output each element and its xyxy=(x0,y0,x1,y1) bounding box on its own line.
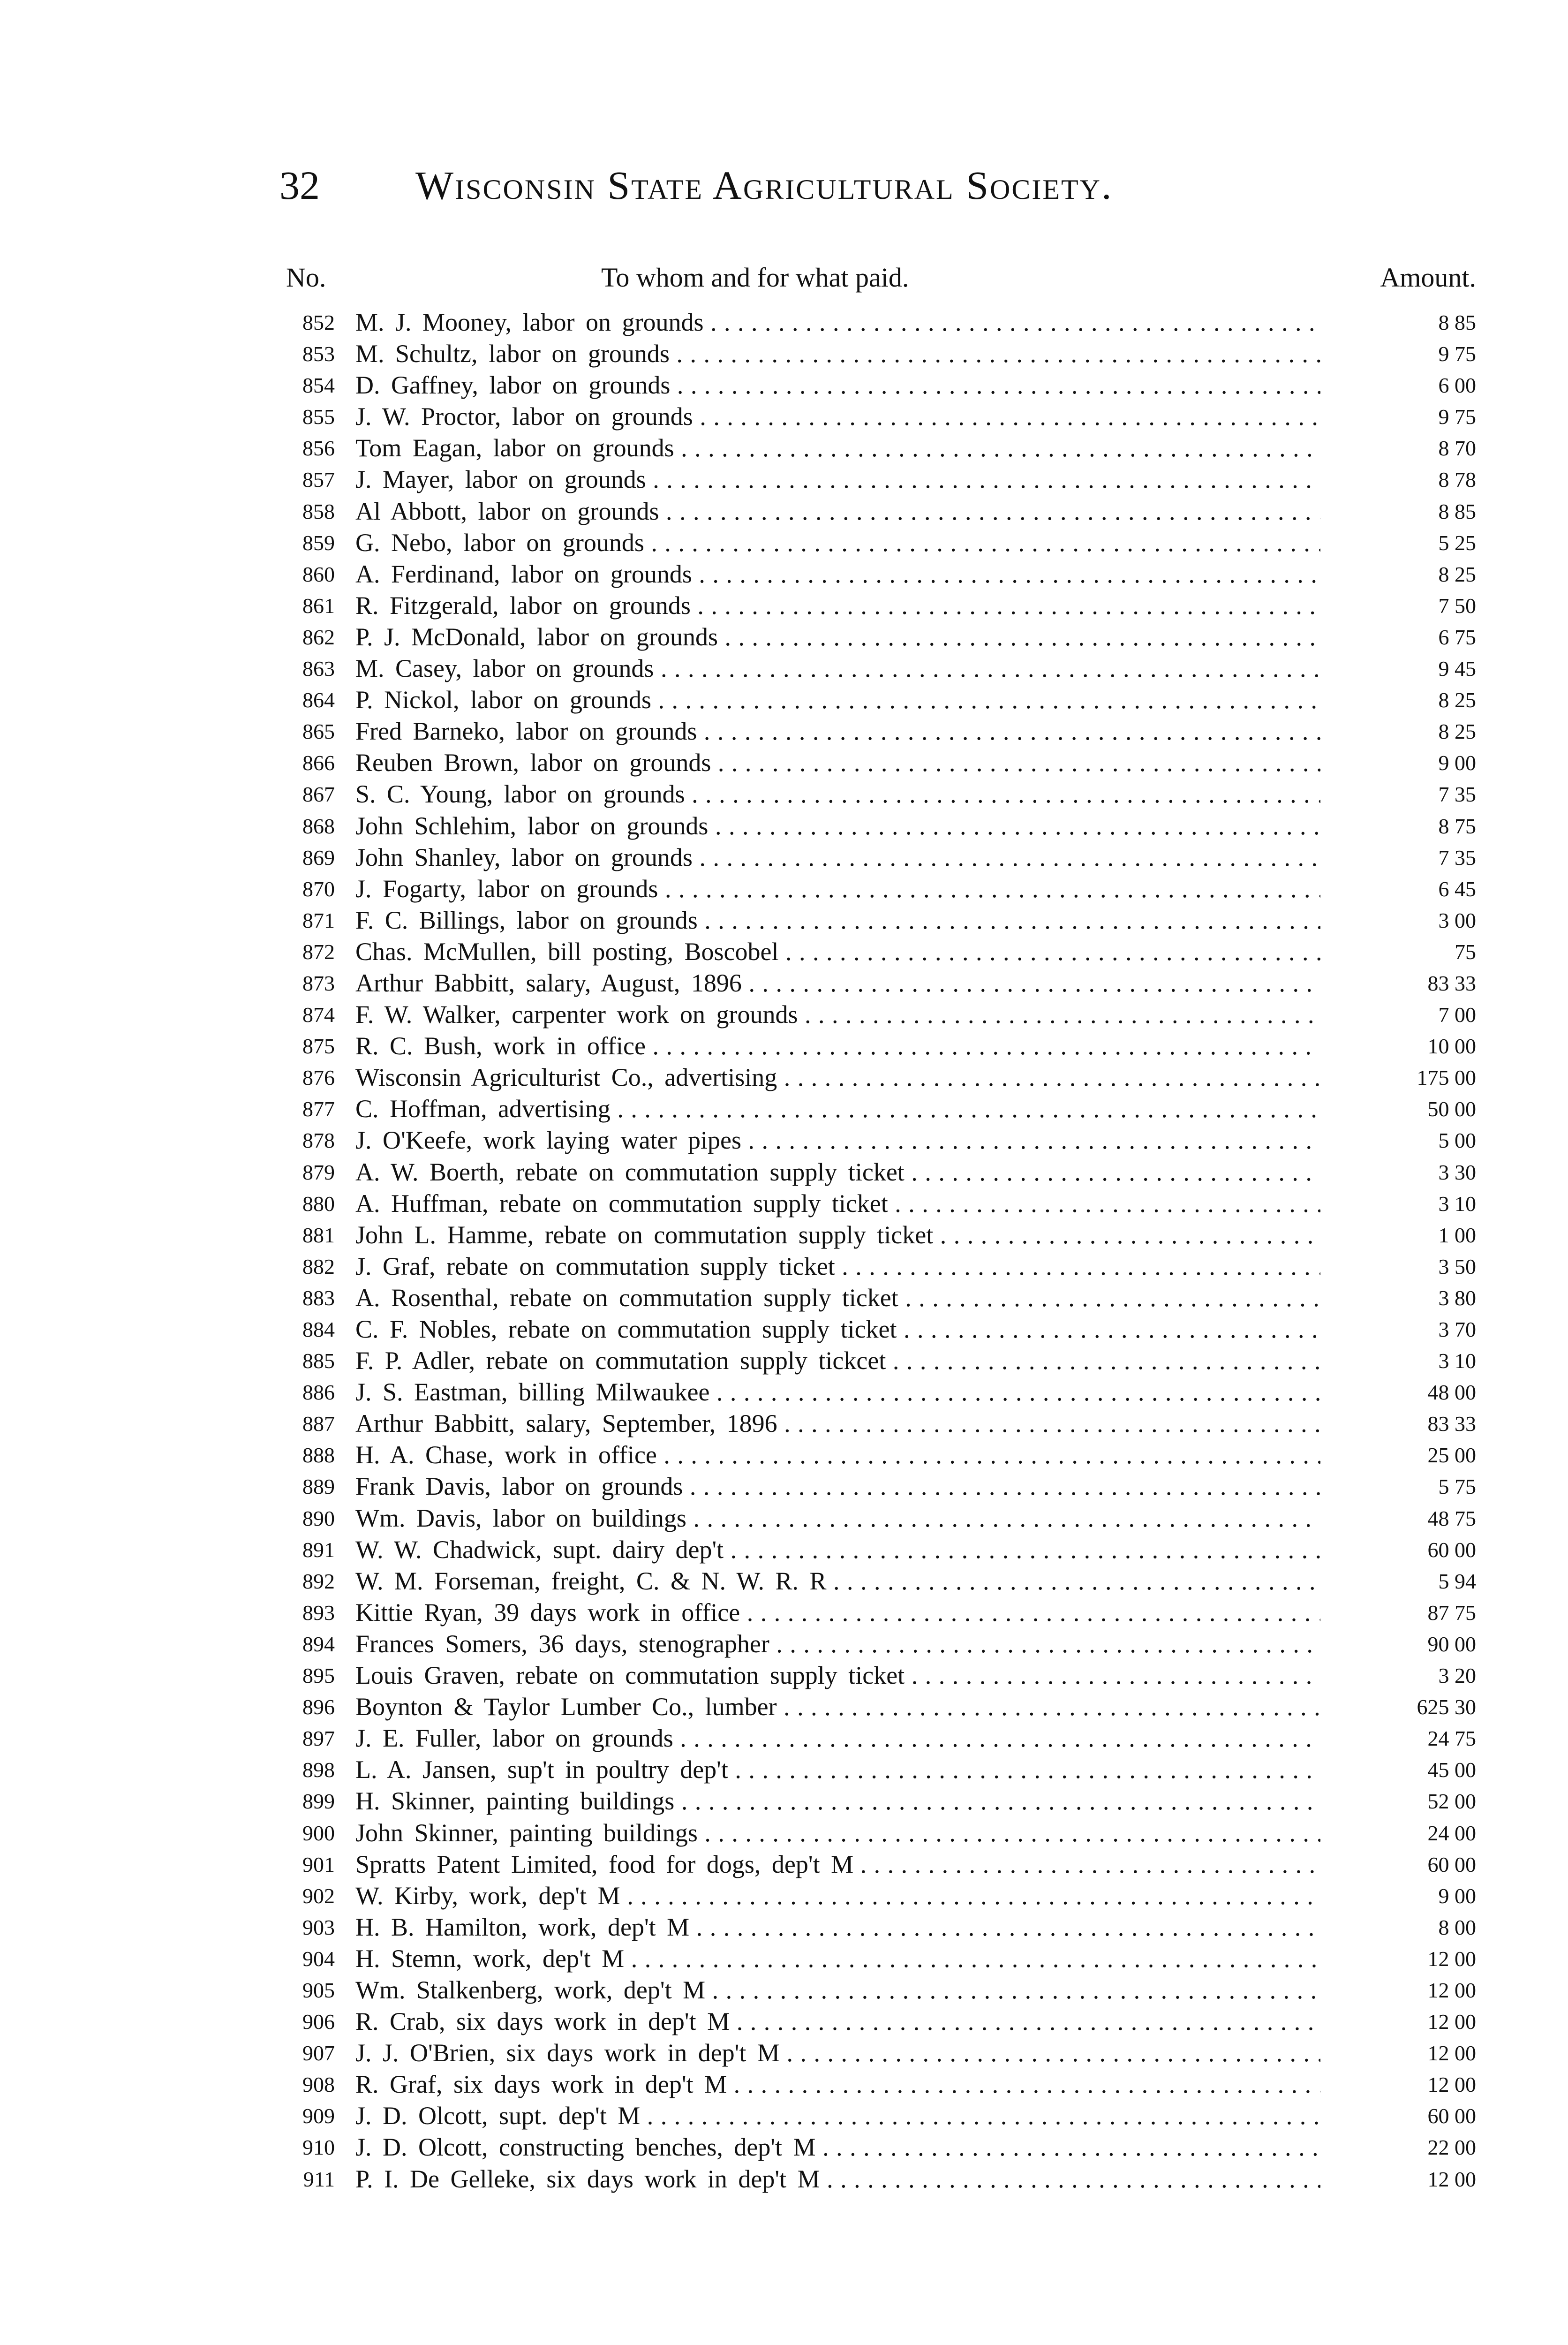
ledger-row xyxy=(279,1314,1476,1345)
ledger-row xyxy=(279,338,1476,370)
entry-amount: 625 30 xyxy=(1417,1695,1476,1719)
entry-description: P. J. McDonald, labor on grounds . . . xyxy=(355,621,1320,653)
entry-description: Boynton & Taylor Lumber Co., lumber . . . xyxy=(355,1691,1320,1723)
entry-description: Arthur Babbitt, salary, August, 1896 . . . xyxy=(355,968,1320,999)
entry-description: P. I. De Gelleke, six days work in dep't M . . . xyxy=(355,2163,1320,2195)
ledger-row xyxy=(279,2069,1476,2100)
entry-number: 882 xyxy=(302,1254,335,1278)
entry-description: Wm. Stalkenberg, work, dep't M . . . xyxy=(355,1974,1320,2006)
entry-amount: 9 75 xyxy=(1438,342,1476,366)
entry-description: Kittie Ryan, 39 days work in office . . . xyxy=(355,1597,1320,1628)
entry-amount: 12 00 xyxy=(1427,2010,1476,2034)
entry-description: W. W. Chadwick, supt. dairy dep't . . . xyxy=(355,1534,1320,1566)
entry-description: H. Stemn, work, dep't M . . . xyxy=(355,1943,1320,1974)
entry-amount: 60 00 xyxy=(1427,2104,1476,2128)
ledger-row xyxy=(279,968,1476,999)
ledger-row xyxy=(279,1345,1476,1377)
entry-number: 880 xyxy=(302,1191,335,1216)
entry-number: 910 xyxy=(302,2135,335,2160)
ledger-row xyxy=(279,1785,1476,1817)
entry-amount: 7 35 xyxy=(1438,782,1476,807)
entry-description: W. Kirby, work, dep't M . . . xyxy=(355,1880,1320,1912)
entry-amount: 3 00 xyxy=(1438,908,1476,932)
ledger-row xyxy=(279,1754,1476,1785)
entry-description: J. D. Olcott, constructing benches, dep't M . . . xyxy=(355,2132,1320,2163)
entry-amount: 60 00 xyxy=(1427,1537,1476,1562)
entry-number: 863 xyxy=(302,657,335,681)
entry-number: 896 xyxy=(302,1695,335,1719)
entry-description: Reuben Brown, labor on grounds . . . xyxy=(355,747,1320,779)
ledger-row xyxy=(279,1439,1476,1471)
entry-amount: 12 00 xyxy=(1427,2041,1476,2065)
ledger-row xyxy=(279,1093,1476,1125)
entry-number: 902 xyxy=(302,1884,335,1908)
entry-description: J. Mayer, labor on grounds . . . xyxy=(355,464,1320,495)
entry-number: 877 xyxy=(302,1097,335,1121)
ledger-row xyxy=(279,779,1476,810)
entry-amount: 45 00 xyxy=(1427,1758,1476,1782)
entry-number: 869 xyxy=(302,845,335,870)
entry-amount: 12 00 xyxy=(1427,1978,1476,2002)
entry-number: 890 xyxy=(302,1506,335,1530)
entry-number: 879 xyxy=(302,1160,335,1184)
entry-amount: 5 00 xyxy=(1438,1128,1476,1153)
entry-amount: 3 30 xyxy=(1438,1160,1476,1184)
entry-description: John L. Hamme, rebate on commutation supply ticket . . . xyxy=(355,1219,1320,1251)
entry-number: 864 xyxy=(302,688,335,712)
entry-number: 883 xyxy=(302,1286,335,1310)
entry-description: Al Abbott, labor on grounds . . . xyxy=(355,496,1320,527)
entry-description: John Shanley, labor on grounds . . . xyxy=(355,842,1320,873)
entry-amount: 175 00 xyxy=(1417,1066,1476,1090)
entry-number: 897 xyxy=(302,1726,335,1751)
ledger-row xyxy=(279,527,1476,559)
entry-description: H. A. Chase, work in office . . . xyxy=(355,1439,1320,1471)
ledger-row xyxy=(279,716,1476,747)
entry-description: R. C. Bush, work in office . . . xyxy=(355,1030,1320,1062)
entry-number: 871 xyxy=(302,908,335,932)
entry-description: F. P. Adler, rebate on commutation supply tickcet . . . xyxy=(355,1345,1320,1377)
entry-description: J. D. Olcott, supt. dep't M . . . xyxy=(355,2100,1320,2132)
entry-number: 911 xyxy=(303,2167,335,2191)
entry-number: 865 xyxy=(302,719,335,744)
entry-number: 885 xyxy=(302,1349,335,1373)
entry-amount: 5 75 xyxy=(1438,1475,1476,1499)
entry-description: Frances Somers, 36 days, stenographer . . . xyxy=(355,1628,1320,1660)
entry-description: John Skinner, painting buildings . . . xyxy=(355,1817,1320,1849)
entry-description: Arthur Babbitt, salary, September, 1896 . . . xyxy=(355,1408,1320,1439)
ledger-row xyxy=(279,936,1476,968)
ledger-row xyxy=(279,1566,1476,1597)
entry-amount: 48 00 xyxy=(1427,1380,1476,1405)
entry-number: 872 xyxy=(302,939,335,964)
entry-amount: 12 00 xyxy=(1427,2073,1476,2097)
entry-amount: 9 45 xyxy=(1438,657,1476,681)
ledger-table xyxy=(279,307,1476,2195)
entry-number: 899 xyxy=(302,1789,335,1814)
entry-number: 873 xyxy=(302,971,335,995)
ledger-row xyxy=(279,1219,1476,1251)
entry-number: 853 xyxy=(302,342,335,366)
ledger-row xyxy=(279,1691,1476,1723)
entry-description: Tom Eagan, labor on grounds . . . xyxy=(355,432,1320,464)
ledger-row xyxy=(279,1408,1476,1439)
ledger-row xyxy=(279,2132,1476,2163)
entry-number: 855 xyxy=(302,405,335,429)
entry-amount: 83 33 xyxy=(1427,971,1476,995)
entry-amount: 1 00 xyxy=(1438,1223,1476,1247)
entry-number: 860 xyxy=(302,562,335,586)
entry-number: 891 xyxy=(302,1537,335,1562)
entry-amount: 3 20 xyxy=(1438,1664,1476,1688)
entry-number: 893 xyxy=(302,1600,335,1625)
entry-amount: 24 00 xyxy=(1427,1821,1476,1845)
entry-number: 866 xyxy=(302,751,335,775)
running-title: Wisconsin State Agricultural Society. xyxy=(415,163,1113,208)
entry-number: 858 xyxy=(302,499,335,523)
entry-amount: 24 75 xyxy=(1427,1726,1476,1751)
entry-number: 870 xyxy=(302,877,335,901)
entry-description: W. M. Forseman, freight, C. & N. W. R. R . . . xyxy=(355,1566,1320,1597)
entry-amount: 7 00 xyxy=(1438,1003,1476,1027)
entry-description: A. Ferdinand, labor on grounds . . . xyxy=(355,559,1320,590)
ledger-row xyxy=(279,307,1476,338)
entry-amount: 3 70 xyxy=(1438,1317,1476,1341)
entry-number: 857 xyxy=(302,468,335,492)
entry-description: Chas. McMullen, bill posting, Boscobel . . . xyxy=(355,936,1320,968)
ledger-row xyxy=(279,1125,1476,1156)
entry-number: 874 xyxy=(302,1003,335,1027)
ledger-row xyxy=(279,747,1476,779)
ledger-row xyxy=(279,370,1476,401)
entry-amount: 90 00 xyxy=(1427,1632,1476,1656)
entry-number: 878 xyxy=(302,1128,335,1153)
ledger-row xyxy=(279,1943,1476,1974)
column-header-description: To whom and for what paid. xyxy=(601,262,909,293)
entry-amount: 75 xyxy=(1455,939,1476,964)
entry-number: 895 xyxy=(302,1664,335,1688)
entry-amount: 8 85 xyxy=(1438,499,1476,523)
entry-amount: 5 94 xyxy=(1438,1569,1476,1593)
entry-amount: 9 75 xyxy=(1438,405,1476,429)
entry-amount: 8 85 xyxy=(1438,310,1476,334)
entry-description: Fred Barneko, labor on grounds . . . xyxy=(355,716,1320,747)
entry-amount: 5 25 xyxy=(1438,530,1476,555)
entry-description: C. Hoffman, advertising . . . xyxy=(355,1093,1320,1125)
entry-description: C. F. Nobles, rebate on commutation supply ticket . . . xyxy=(355,1314,1320,1345)
entry-number: 861 xyxy=(302,593,335,618)
entry-description: L. A. Jansen, sup't in poultry dep't . . . xyxy=(355,1754,1320,1785)
ledger-row xyxy=(279,1251,1476,1282)
entry-number: 903 xyxy=(302,1915,335,1939)
entry-number: 907 xyxy=(302,2041,335,2065)
ledger-row xyxy=(279,1849,1476,1880)
column-header-no: No. xyxy=(286,262,326,293)
entry-amount: 3 80 xyxy=(1438,1286,1476,1310)
entry-amount: 8 70 xyxy=(1438,436,1476,461)
entry-amount: 48 75 xyxy=(1427,1506,1476,1530)
entry-amount: 9 00 xyxy=(1438,751,1476,775)
entry-number: 904 xyxy=(302,1946,335,1971)
entry-amount: 3 10 xyxy=(1438,1349,1476,1373)
entry-amount: 87 75 xyxy=(1427,1600,1476,1625)
ledger-row xyxy=(279,1880,1476,1912)
entry-amount: 50 00 xyxy=(1427,1097,1476,1121)
entry-description: D. Gaffney, labor on grounds . . . xyxy=(355,370,1320,401)
entry-number: 889 xyxy=(302,1475,335,1499)
page-header xyxy=(279,162,1442,218)
entry-amount: 10 00 xyxy=(1427,1034,1476,1059)
entry-description: M. Schultz, labor on grounds . . . xyxy=(355,338,1320,370)
entry-description: A. Rosenthal, rebate on commutation supply ticket . . . xyxy=(355,1282,1320,1314)
entry-number: 908 xyxy=(302,2073,335,2097)
ledger-row xyxy=(279,905,1476,936)
ledger-row xyxy=(279,842,1476,873)
entry-description: J. W. Proctor, labor on grounds . . . xyxy=(355,401,1320,432)
entry-amount: 8 78 xyxy=(1438,468,1476,492)
entry-description: M. Casey, labor on grounds . . . xyxy=(355,653,1320,684)
entry-description: John Schlehim, labor on grounds . . . xyxy=(355,810,1320,842)
ledger-row xyxy=(279,1628,1476,1660)
ledger-row xyxy=(279,684,1476,716)
entry-number: 888 xyxy=(302,1443,335,1468)
ledger-row xyxy=(279,1471,1476,1502)
ledger-row xyxy=(279,559,1476,590)
entry-number: 867 xyxy=(302,782,335,807)
entry-number: 854 xyxy=(302,373,335,398)
ledger-row xyxy=(279,496,1476,527)
entry-amount: 3 50 xyxy=(1438,1254,1476,1278)
entry-description: A. Huffman, rebate on commutation supply ticket . . . xyxy=(355,1188,1320,1219)
entry-number: 900 xyxy=(302,1821,335,1845)
ledger-row xyxy=(279,1157,1476,1188)
entry-number: 859 xyxy=(302,530,335,555)
ledger-row xyxy=(279,2006,1476,2037)
ledger-row xyxy=(279,2163,1476,2195)
entry-amount: 6 00 xyxy=(1438,373,1476,398)
ledger-row xyxy=(279,464,1476,495)
ledger-row xyxy=(279,590,1476,621)
ledger-row xyxy=(279,2100,1476,2132)
ledger-row xyxy=(279,1534,1476,1566)
entry-description: F. C. Billings, labor on grounds . . . xyxy=(355,905,1320,936)
entry-amount: 83 33 xyxy=(1427,1412,1476,1436)
entry-number: 886 xyxy=(302,1380,335,1405)
entry-amount: 8 25 xyxy=(1438,562,1476,586)
entry-amount: 52 00 xyxy=(1427,1789,1476,1814)
ledger-row xyxy=(279,1912,1476,1943)
ledger-row xyxy=(279,621,1476,653)
entry-number: 881 xyxy=(302,1223,335,1247)
entry-number: 876 xyxy=(302,1066,335,1090)
entry-description: Frank Davis, labor on grounds . . . xyxy=(355,1471,1320,1502)
entry-description: J. Graf, rebate on commutation supply ticket . . . xyxy=(355,1251,1320,1282)
entry-amount: 60 00 xyxy=(1427,1852,1476,1876)
entry-description: G. Nebo, labor on grounds . . . xyxy=(355,527,1320,559)
ledger-row xyxy=(279,1282,1476,1314)
entry-number: 898 xyxy=(302,1758,335,1782)
entry-description: P. Nickol, labor on grounds . . . xyxy=(355,684,1320,716)
entry-description: Wm. Davis, labor on buildings . . . xyxy=(355,1503,1320,1534)
entry-description: M. J. Mooney, labor on grounds . . . xyxy=(355,307,1320,338)
entry-amount: 7 50 xyxy=(1438,593,1476,618)
entry-number: 887 xyxy=(302,1412,335,1436)
entry-number: 909 xyxy=(302,2104,335,2128)
entry-amount: 8 75 xyxy=(1438,814,1476,838)
entry-description: R. Crab, six days work in dep't M . . . xyxy=(355,2006,1320,2037)
entry-number: 875 xyxy=(302,1034,335,1059)
entry-description: J. O'Keefe, work laying water pipes . . . xyxy=(355,1125,1320,1156)
ledger-row xyxy=(279,432,1476,464)
column-header-amount: Amount. xyxy=(1380,262,1476,293)
ledger-row xyxy=(279,2037,1476,2069)
entry-description: J. J. O'Brien, six days work in dep't M . . . xyxy=(355,2037,1320,2069)
page-number: 32 xyxy=(279,163,320,208)
ledger-row xyxy=(279,810,1476,842)
ledger-row xyxy=(279,1377,1476,1408)
ledger-row xyxy=(279,653,1476,684)
entry-number: 884 xyxy=(302,1317,335,1341)
entry-description: Spratts Patent Limited, food for dogs, dep't M . . . xyxy=(355,1849,1320,1880)
entry-amount: 8 25 xyxy=(1438,688,1476,712)
ledger-row xyxy=(279,873,1476,905)
entry-description: S. C. Young, labor on grounds . . . xyxy=(355,779,1320,810)
column-headers xyxy=(279,259,1476,296)
entry-amount: 8 00 xyxy=(1438,1915,1476,1939)
ledger-row xyxy=(279,1597,1476,1628)
entry-description: A. W. Boerth, rebate on commutation supply ticket . . . xyxy=(355,1157,1320,1188)
entry-description: R. Graf, six days work in dep't M . . . xyxy=(355,2069,1320,2100)
ledger-row xyxy=(279,1503,1476,1534)
entry-description: H. B. Hamilton, work, dep't M . . . xyxy=(355,1912,1320,1943)
entry-number: 862 xyxy=(302,625,335,649)
ledger-row xyxy=(279,1188,1476,1219)
ledger-row xyxy=(279,1062,1476,1093)
entry-description: R. Fitzgerald, labor on grounds . . . xyxy=(355,590,1320,621)
entry-number: 906 xyxy=(302,2010,335,2034)
ledger-row xyxy=(279,1723,1476,1754)
entry-amount: 6 45 xyxy=(1438,877,1476,901)
entry-number: 901 xyxy=(302,1852,335,1876)
entry-description: J. E. Fuller, labor on grounds . . . xyxy=(355,1723,1320,1754)
entry-number: 868 xyxy=(302,814,335,838)
entry-description: Louis Graven, rebate on commutation supply ticket . . . xyxy=(355,1660,1320,1691)
entry-description: J. S. Eastman, billing Milwaukee . . . xyxy=(355,1377,1320,1408)
ledger-row xyxy=(279,1030,1476,1062)
entry-amount: 12 00 xyxy=(1427,2167,1476,2191)
ledger-row xyxy=(279,999,1476,1030)
entry-description: J. Fogarty, labor on grounds . . . xyxy=(355,873,1320,905)
entry-number: 892 xyxy=(302,1569,335,1593)
entry-number: 894 xyxy=(302,1632,335,1656)
entry-amount: 25 00 xyxy=(1427,1443,1476,1468)
ledger-row xyxy=(279,401,1476,432)
ledger-row xyxy=(279,1817,1476,1849)
entry-amount: 8 25 xyxy=(1438,719,1476,744)
entry-description: F. W. Walker, carpenter work on grounds . . . xyxy=(355,999,1320,1030)
entry-number: 856 xyxy=(302,436,335,461)
entry-amount: 22 00 xyxy=(1427,2135,1476,2160)
entry-amount: 3 10 xyxy=(1438,1191,1476,1216)
entry-number: 852 xyxy=(302,310,335,334)
entry-amount: 9 00 xyxy=(1438,1884,1476,1908)
ledger-row xyxy=(279,1660,1476,1691)
ledger-row xyxy=(279,1974,1476,2006)
entry-amount: 6 75 xyxy=(1438,625,1476,649)
entry-description: Wisconsin Agriculturist Co., advertising . . . xyxy=(355,1062,1320,1093)
entry-description: H. Skinner, painting buildings . . . xyxy=(355,1785,1320,1817)
entry-amount: 12 00 xyxy=(1427,1946,1476,1971)
entry-amount: 7 35 xyxy=(1438,845,1476,870)
entry-number: 905 xyxy=(302,1978,335,2002)
